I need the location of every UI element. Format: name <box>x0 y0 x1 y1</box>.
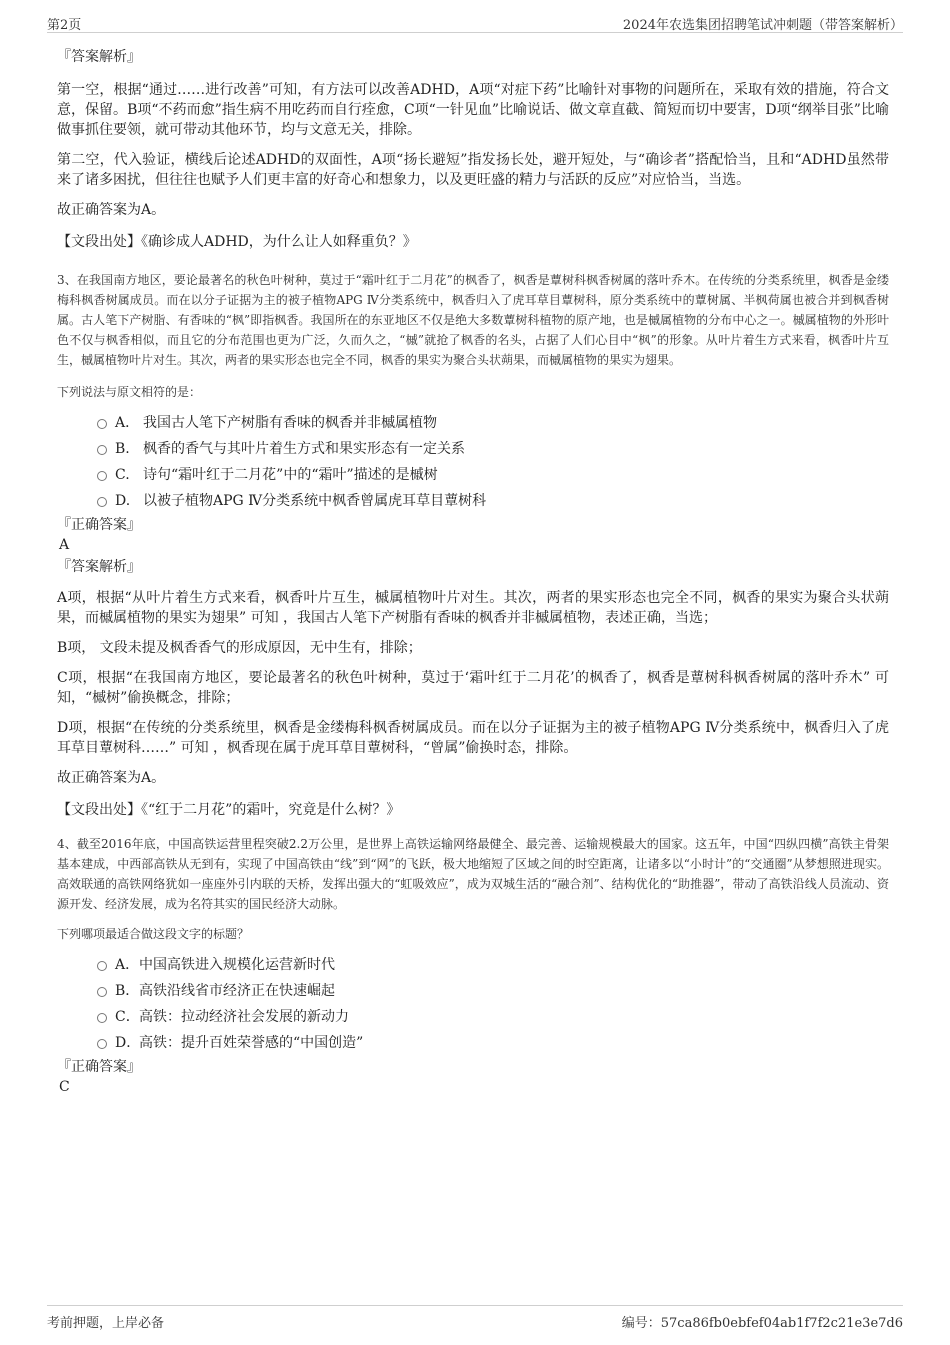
option-a[interactable] <box>57 952 889 978</box>
document-serial: 编号：57ca86fb0ebfef04ab1f7f2c21e3e7d6 <box>621 1316 903 1331</box>
option-label: D． <box>115 1035 141 1051</box>
radio-icon[interactable] <box>97 1013 107 1023</box>
analysis-label: 『答案解析』 <box>57 49 141 65</box>
option-text: 中国高铁进入规模化运营新时代 <box>139 957 335 973</box>
radio-icon[interactable] <box>97 987 107 997</box>
correct-answer-label: 『正确答案』 <box>57 1059 141 1075</box>
question-prompt: 下列哪项最适合做这段文字的标题？ <box>57 927 250 941</box>
option-text: 高铁沿线省市经济正在快速崛起 <box>139 983 335 999</box>
option-label: D. <box>115 493 131 509</box>
question-2-analysis <box>57 46 889 252</box>
option-label: A． <box>115 415 140 431</box>
radio-icon[interactable] <box>97 471 107 481</box>
option-d[interactable] <box>57 488 889 514</box>
option-label: C. <box>115 467 130 483</box>
option-d[interactable] <box>57 1030 889 1056</box>
option-label: C． <box>115 1009 140 1025</box>
option-text: 以被子植物APG Ⅳ分类系统中枫香曾属虎耳草目蕈树科 <box>143 493 487 509</box>
option-list <box>57 410 889 514</box>
question-3 <box>57 270 889 820</box>
radio-icon[interactable] <box>97 1039 107 1049</box>
analysis-paragraph: C项，根据“在我国南方地区，要论最著名的秋色叶树种，莫过于‘霜叶红于二月花’的枫香了，枫香是蕈树科枫香树属的落叶乔木” 可知，“槭树”偷换概念，排除； <box>57 670 889 706</box>
radio-icon[interactable] <box>97 497 107 507</box>
option-text: 枫香的香气与其叶片着生方式和果实形态有一定关系 <box>143 441 465 457</box>
source-citation: 【文段出处】《确诊成人ADHD，为什么让人如释重负？》 <box>57 234 417 250</box>
option-text: 高铁：拉动经济社会发展的新动力 <box>139 1009 349 1025</box>
option-b[interactable] <box>57 978 889 1004</box>
correct-answer: C <box>59 1079 70 1095</box>
analysis-label: 『答案解析』 <box>57 559 141 575</box>
question-prompt: 下列说法与原文相符的是： <box>57 385 202 399</box>
analysis-paragraph: 第二空，代入验证，横线后论述ADHD的双面性，A项“扬长避短”指发扬长处，避开短处，与“确诊者”搭配恰当，且和“ADHD虽然带来了诸多困扰，但往往也赋予人们更丰富的好奇心和想象力，以及更旺盛的精力与活跃的反应”对应恰当，当选。 <box>57 152 889 188</box>
analysis-conclusion: 故正确答案为A。 <box>57 770 166 786</box>
main-content <box>57 44 889 1096</box>
option-text: 我国古人笔下产树脂有香味的枫香并非槭属植物 <box>143 415 437 431</box>
correct-answer-label: 『正确答案』 <box>57 517 141 533</box>
option-c[interactable] <box>57 462 889 488</box>
option-text: 高铁：提升百姓荣誉感的“中国创造” <box>139 1035 364 1051</box>
option-label: B. <box>115 441 130 457</box>
analysis-paragraph: D项，根据“在传统的分类系统里，枫香是金缕梅科枫香树属成员。而在以分子证据为主的被子植物APG Ⅳ分类系统中，枫香归入了虎耳草目蕈树科……” 可知 ，枫香现在属于虎耳草目蕈树科，“曾属”偷换时态，排除。 <box>57 720 889 756</box>
analysis-paragraph: B项， 文段未提及枫香香气的形成原因，无中生有，排除； <box>57 640 422 656</box>
option-b[interactable] <box>57 436 889 462</box>
page-number: 第2页 <box>47 18 82 33</box>
radio-icon[interactable] <box>97 445 107 455</box>
correct-answer: A <box>59 537 70 553</box>
option-c[interactable] <box>57 1004 889 1030</box>
option-label: A． <box>115 957 140 973</box>
radio-icon[interactable] <box>97 961 107 971</box>
radio-icon[interactable] <box>97 419 107 429</box>
analysis-conclusion: 故正确答案为A。 <box>57 202 166 218</box>
question-passage: 4、截至2016年底，中国高铁运营里程突破2.2万公里，是世界上高铁运输网络最健全、最完善、运输规模最大的国家。这五年，中国“四纵四横”高铁主骨架基本建成，中西部高铁从无到有，实现了中国高铁由“线”到“网”的飞跃，极大地缩短了区域之间的时空距离，让诸多以“小时计”的“交通圈”从梦想照进现实。高效联通的高铁网络犹如一座座外引内联的天桥，发挥出强大的“虹吸效应”，成为双城生活的“融合剂”、结构优化的“助推器”，带动了高铁沿线人员流动、资源开发、经济发展，成为名符其实的国民经济大动脉。 <box>57 837 889 911</box>
page-header <box>47 12 903 33</box>
source-citation: 【文段出处】《“红于二月花”的霜叶，究竟是什么树？》 <box>57 802 401 818</box>
document-title: 2024年农选集团招聘笔试冲刺题（带答案解析） <box>622 18 903 33</box>
option-list <box>57 952 889 1056</box>
question-4 <box>57 834 889 1096</box>
analysis-paragraph: A项，根据“从叶片着生方式来看，枫香叶片互生，槭属植物叶片对生。其次，两者的果实形态也完全不同，枫香的果实为聚合头状蒴果，而槭属植物的果实为翅果” 可知 ，我国古人笔下产树脂有香味的枫香并非槭属植物，表述正确，当选； <box>57 590 889 626</box>
option-a[interactable] <box>57 410 889 436</box>
option-text: 诗句“霜叶红于二月花”中的“霜叶”描述的是槭树 <box>143 467 438 483</box>
option-label: B． <box>115 983 140 999</box>
page-footer <box>47 1305 903 1331</box>
footer-slogan: 考前押题，上岸必备 <box>47 1316 165 1331</box>
question-passage: 3、在我国南方地区，要论最著名的秋色叶树种，莫过于“霜叶红于二月花”的枫香了，枫香是蕈树科枫香树属的落叶乔木。在传统的分类系统里，枫香是金缕梅科枫香树属成员。而在以分子证据为主的被子植物APG Ⅳ分类系统中，枫香归入了虎耳草目蕈树科，原分类系统中的蕈树属、半枫荷属也被合并到枫香树属。古人笔下产树脂、有香味的“枫”即指枫香。我国所在的东亚地区不仅是绝大多数蕈树科植物的原产地，也是槭属植物的分布中心之一。槭属植物的外形叶色不仅与枫香相似，而且它的分布范围也更为广泛，久而久之，“槭”就抢了枫香的名头，占据了人们心目中“枫”的形象。从叶片着生方式来看，枫香叶片互生，槭属植物叶片对生。其次，两者的果实形态也完全不同，枫香的果实为聚合头状蒴果，而槭属植物的果实为翅果。 <box>57 273 889 367</box>
analysis-paragraph: 第一空，根据“通过……进行改善”可知，有方法可以改善ADHD，A项“对症下药”比喻针对事物的问题所在，采取有效的措施，符合文意，保留。B项“不药而愈”指生病不用吃药而自行痊愈，C项“一针见血”比喻说话、做文章直截、简短而切中要害，D项“纲举目张”比喻做事抓住要领，就可带动其他环节，均与文意无关，排除。 <box>57 82 889 138</box>
